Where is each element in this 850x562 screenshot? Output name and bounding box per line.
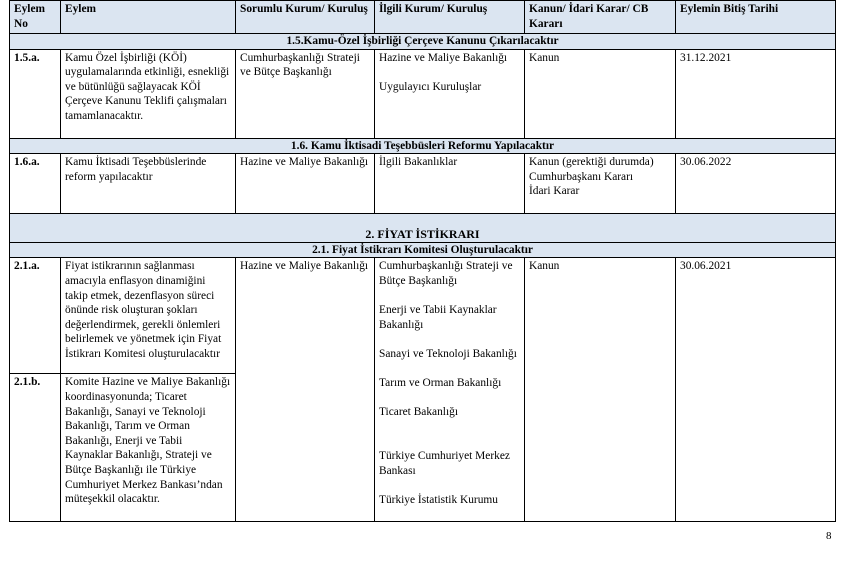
action-code: 2.1.a.: [10, 258, 61, 374]
decision-item: İdari Karar: [529, 185, 580, 198]
related-item: Ticaret Bakanlığı: [379, 406, 458, 419]
end-date: 30.06.2021: [676, 258, 836, 522]
header-action: Eylem: [61, 1, 236, 34]
chapter-title: 2. FİYAT İSTİKRARI: [10, 214, 836, 243]
related-item: İlgili Bakanlıklar: [379, 156, 458, 169]
end-date: 30.06.2022: [676, 154, 836, 214]
table-row: [10, 154, 836, 214]
related-item: Uygulayıcı Kuruluşlar: [379, 80, 482, 93]
action-text: Kamu İktisadi Teşebbüslerinde reform yapılacaktır: [61, 154, 236, 214]
related-item: Cumhurbaşkanlığı Strateji ve Bütçe Başkanlığı: [379, 260, 513, 287]
decision-item: Kanun: [529, 51, 560, 64]
responsible-institution: Hazine ve Maliye Bakanlığı: [236, 258, 375, 522]
section-title-2-1: 2.1. Fiyat İstikrarı Komitesi Oluşturulacaktır: [10, 242, 836, 258]
decision-item: Kanun (gerektiği durumda): [529, 156, 654, 169]
related-item: Enerji ve Tabii Kaynaklar Bakanlığı: [379, 304, 497, 331]
table-row: [10, 258, 836, 374]
decision-item: Kanun: [529, 260, 560, 273]
section-title-1-6: 1.6. Kamu İktisadi Teşebbüsleri Reformu Yapılacaktır: [10, 138, 836, 154]
action-code: 1.5.a.: [10, 49, 61, 138]
responsible-institution: Cumhurbaşkanlığı Strateji ve Bütçe Başkanlığı: [236, 49, 375, 138]
header-action-no: Eylem No: [10, 1, 61, 34]
section-title-1-5: 1.5.Kamu-Özel İşbirliği Çerçeve Kanunu Çıkarılacaktır: [10, 34, 836, 50]
action-text: Fiyat istikrarının sağlanması amacıyla enflasyon dinamiğini takip etmek, dezenflasyon süreci önünde risk oluşturan şokları değerlendirmek, gerekli önlemleri belirlemek ve yönetmek için Fiyat İstikrarı Komitesi oluşturulacaktır: [61, 258, 236, 374]
related-item: Hazine ve Maliye Bakanlığı: [379, 51, 508, 64]
action-text: Komite Hazine ve Maliye Bakanlığı koordinasyonunda; Ticaret Bakanlığı, Sanayi ve Teknoloji Bakanlığı, Tarım ve Orman Bakanlığı, Enerji ve Tabii Kaynaklar Bakanlığı, Strateji ve Bütçe Başkanlığı ile Türkiye Cumhuriyet Merkez Bankası’ndan müteşekkil olacaktır.: [61, 374, 236, 522]
header-decision: Kanun/ İdari Karar/ CB Kararı: [525, 1, 676, 34]
related-institutions: [375, 154, 525, 214]
page-number: 8: [826, 530, 832, 542]
section-row: [10, 242, 836, 258]
decision-type: [525, 49, 676, 138]
action-text: Kamu Özel İşbirliği (KÖİ) uygulamalarında etkinliği, esnekliği ve bütünlüğü sağlayacak KÖİ Çerçeve Kanunu Teklifi çalışmaları tamamlanacaktır.: [61, 49, 236, 138]
end-date: 31.12.2021: [676, 49, 836, 138]
header-related: İlgili Kurum/ Kuruluş: [375, 1, 525, 34]
related-institutions: [375, 49, 525, 138]
decision-item: Cumhurbaşkanı Kararı: [529, 170, 634, 183]
action-code: 1.6.a.: [10, 154, 61, 214]
table-row: [10, 49, 836, 138]
section-row: [10, 138, 836, 154]
related-item: Sanayi ve Teknoloji Bakanlığı: [379, 347, 517, 360]
decision-type: [525, 258, 676, 522]
responsible-institution: Hazine ve Maliye Bakanlığı: [236, 154, 375, 214]
section-row: [10, 34, 836, 50]
chapter-row: [10, 214, 836, 243]
related-item: Tarım ve Orman Bakanlığı: [379, 377, 502, 390]
related-item: Türkiye İstatistik Kurumu: [379, 493, 498, 506]
action-plan-table: [9, 0, 836, 522]
related-institutions: [375, 258, 525, 522]
action-code: 2.1.b.: [10, 374, 61, 522]
decision-type: [525, 154, 676, 214]
header-responsible: Sorumlu Kurum/ Kuruluş: [236, 1, 375, 34]
header-end-date: Eylemin Bitiş Tarihi: [676, 1, 836, 34]
table-header-row: [10, 1, 836, 34]
related-item: Türkiye Cumhuriyet Merkez Bankası: [379, 450, 510, 477]
